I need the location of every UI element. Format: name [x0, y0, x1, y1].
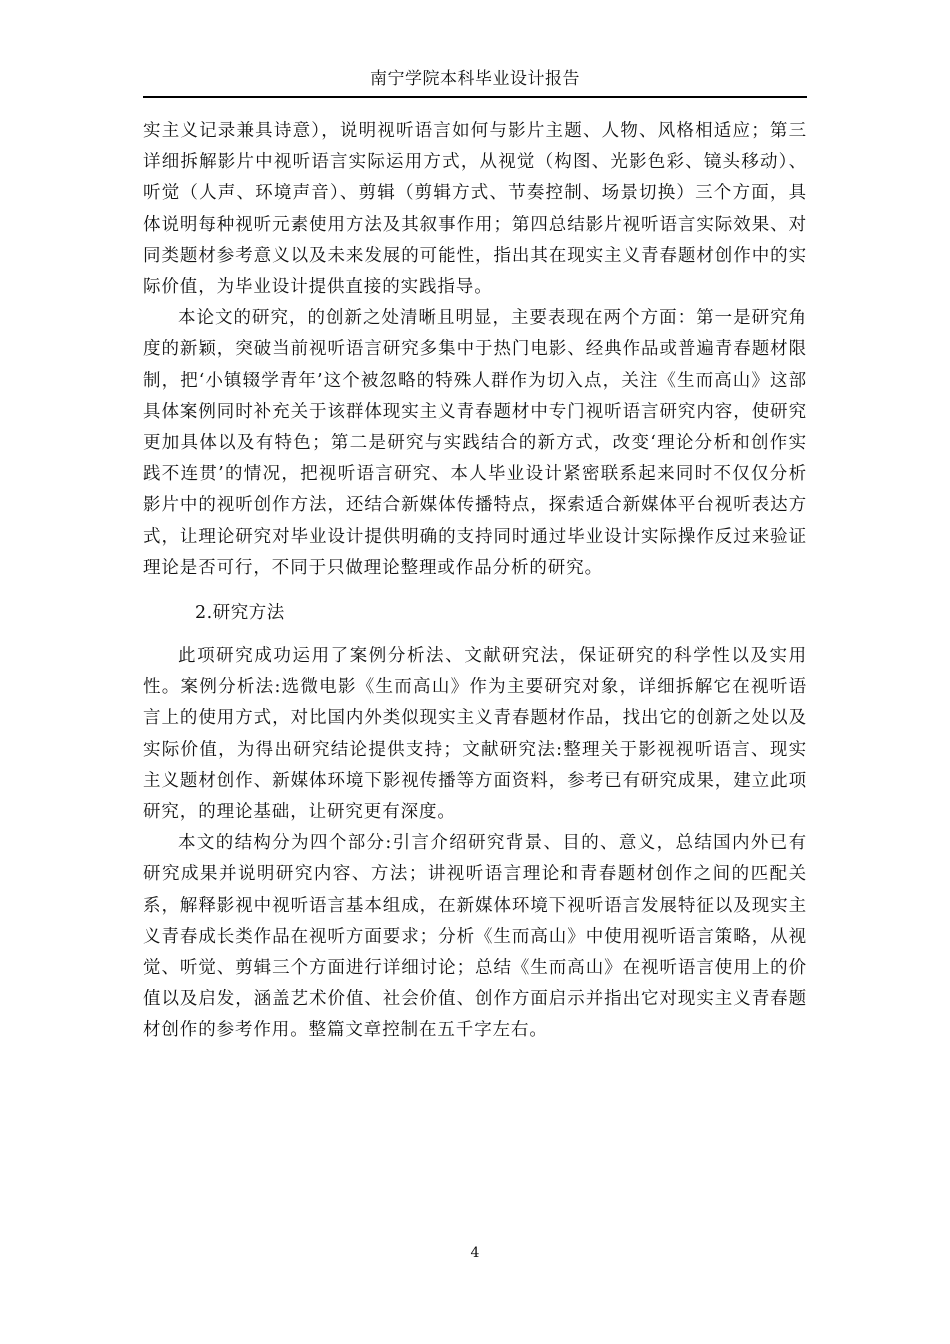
document-body — [143, 116, 807, 1047]
paragraph-innovation: 本论文的研究，的创新之处清晰且明显，主要表现在两个方面：第一是研究角度的新颖，突破当前视听语言研究多集中于热门电影、经典作品或普遍青春题材限制，把‘小镇辍学青年’这个被忽略的特殊人群作为切入点，关注《生而高山》这部具体案例同时补充关于该群体现实主义青春题材中专门视听语言研究内容，使研究更加具体以及有特色；第二是研究与实践结合的新方式，改变‘理论分析和创作实践不连贯’的情况，把视听语言研究、本人毕业设计紧密联系起来同时不仅仅分析影片中的视听创作方法，还结合新媒体传播特点，探索适合新媒体平台视听表达方式，让理论研究对毕业设计提供明确的支持同时通过毕业设计实际操作反过来验证理论是否可行，不同于只做理论整理或作品分析的研究。 — [143, 308, 807, 578]
paragraph-continued: 实主义记录兼具诗意），说明视听语言如何与影片主题、人物、风格相适应；第三详细拆解影片中视听语言实际运用方式，从视觉（构图、光影色彩、镜头移动）、听觉（人声、环境声音）、剪辑（剪辑方式、节奏控制、场景切换）三个方面，具体说明每种视听元素使用方法及其叙事作用；第四总结影片视听语言实际效果、对同类题材参考意义以及未来发展的可能性，指出其在现实主义青春题材创作中的实际价值，为毕业设计提供直接的实践指导。 — [143, 121, 807, 298]
paragraph-methods: 此项研究成功运用了案例分析法、文献研究法，保证研究的科学性以及实用性。案例分析法:选微电影《生而高山》作为主要研究对象，详细拆解它在视听语言上的使用方式，对比国内外类似现实主义青春题材作品，找出它的创新之处以及实际价值，为得出研究结论提供支持；文献研究法:整理关于影视视听语言、现实主义题材创作、新媒体环境下影视传播等方面资料，参考已有研究成果，建立此项研究，的理论基础，让研究更有深度。 — [143, 646, 807, 823]
section-heading-research-methods: 2.研究方法 — [195, 603, 285, 624]
page-number: 4 — [470, 1245, 480, 1261]
page-header — [143, 66, 807, 98]
paragraph-structure: 本文的结构分为四个部分:引言介绍研究背景、目的、意义，总结国内外已有研究成果并说明研究内容、方法；讲视听语言理论和青春题材创作之间的匹配关系，解释影视中视听语言基本组成，在新媒体环境下视听语言发展特征以及现实主义青春成长类作品在视听方面要求；分析《生而高山》中使用视听语言策略，从视觉、听觉、剪辑三个方面进行详细讨论；总结《生而高山》在视听语言使用上的价值以及启发，涵盖艺术价值、社会价值、创作方面启示并指出它对现实主义青春题材创作的参考作用。整篇文章控制在五千字左右。 — [143, 833, 807, 1041]
header-title: 南宁学院本科毕业设计报告 — [370, 69, 580, 89]
